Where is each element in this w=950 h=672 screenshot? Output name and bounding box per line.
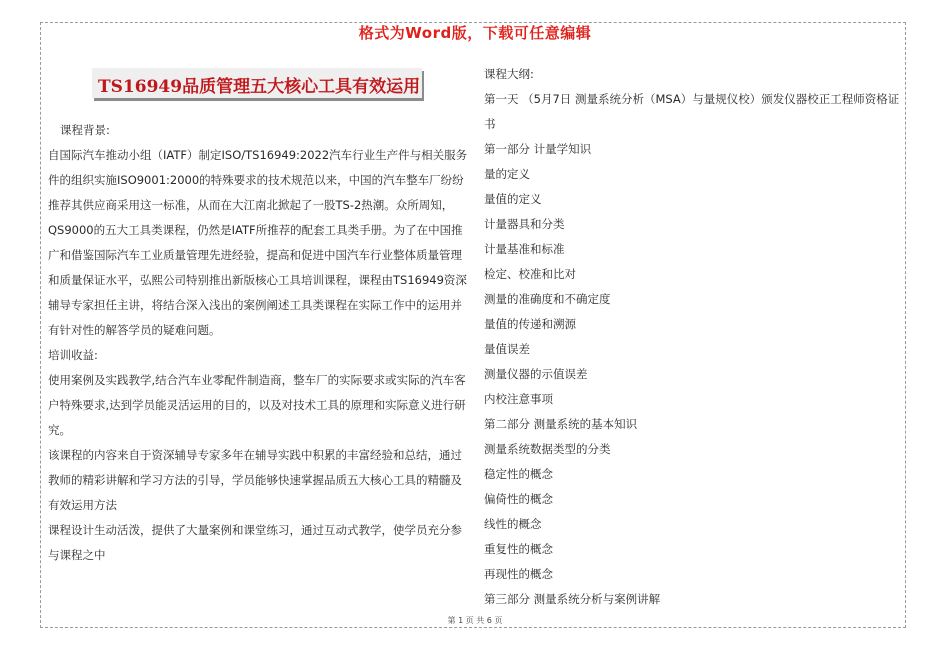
outline-item: 量值的定义 (484, 192, 542, 206)
download-banner: 格式为Word版，下载可任意编辑 (358, 24, 592, 42)
right-column (484, 62, 904, 612)
outline-item: 测量系统数据类型的分类 (484, 442, 611, 456)
title-box (92, 68, 422, 98)
background-heading: 课程背景: (60, 123, 110, 137)
outline-item: 测量的准确度和不确定度 (484, 292, 611, 306)
outline-item: 线性的概念 (484, 517, 542, 531)
day1-line: 第一天 （5月7日 测量系统分析（MSA）与量规仪校）颁发仪器校正工程师资格证书 (484, 92, 900, 131)
benefit-paragraph-3: 课程设计生动活泼，提供了大量案例和课堂练习，通过互动式教学，使学员充分参与课程之中 (48, 523, 462, 562)
benefit-paragraph-1: 使用案例及实践教学,结合汽车业零配件制造商，整车厂的实际要求或实际的汽车客户特殊要求,达到学员能灵活运用的目的，以及对技术工具的原理和实际意义进行研究。 (48, 373, 466, 437)
outline-item: 内校注意事项 (484, 392, 553, 406)
outline-item: 测量仪器的示值误差 (484, 367, 588, 381)
outline-item: 计量基准和标准 (484, 242, 565, 256)
background-body: 自国际汽车推动小组（IATF）制定ISO/TS16949:2022汽车行业生产件与相关服务件的组织实施ISO9001:2000的特殊要求的技术规范以来，中国的汽车整车厂纷纷推荐其供应商采用这一标准，从而在大江南北掀起了一股TS-2热潮。众所周知，QS9000的五大工具类课程，仍然是IATF所推荐的配套工具类手册。为了在中国推广和借鉴国际汽车工业质量管理先进经验，提高和促进中国汽车行业整体质量管理和质量保证水平，弘熙公司特别推出新版核心工具培训课程，课程由TS16949资深辅导专家担任主讲，将结合深入浅出的案例阐述工具类课程在实际工作中的运用并有针对性的解答学员的疑难问题。 (48, 148, 468, 337)
outline-item: 稳定性的概念 (484, 467, 553, 481)
outline-item: 计量器具和分类 (484, 217, 565, 231)
outline-item: 再现性的概念 (484, 567, 553, 581)
outline-item: 量的定义 (484, 167, 530, 181)
page-footer: 第 1 页 共 6 页 (447, 616, 503, 625)
outline-item: 量值的传递和溯源 (484, 317, 576, 331)
benefit-paragraph-2: 该课程的内容来自于资深辅导专家多年在辅导实践中积累的丰富经验和总结，通过教师的精彩讲解和学习方法的引导，学员能够快速掌握品质五大核心工具的精髓及有效运用方法 (48, 448, 462, 512)
outline-item: 检定、校准和比对 (484, 267, 576, 281)
outline-item: 量值误差 (484, 342, 530, 356)
outline-item: 重复性的概念 (484, 542, 553, 556)
outline-item: 第一部分 计量学知识 (484, 142, 592, 156)
left-column (48, 118, 468, 568)
outline-item: 偏倚性的概念 (484, 492, 553, 506)
outline-item: 第三部分 测量系统分析与案例讲解 (484, 592, 661, 606)
document-title: TS16949品质管理五大核心工具有效运用 (98, 77, 421, 97)
benefit-heading: 培训收益: (48, 348, 98, 362)
outline-item: 第二部分 测量系统的基本知识 (484, 417, 638, 431)
outline-heading: 课程大纲: (484, 67, 534, 81)
